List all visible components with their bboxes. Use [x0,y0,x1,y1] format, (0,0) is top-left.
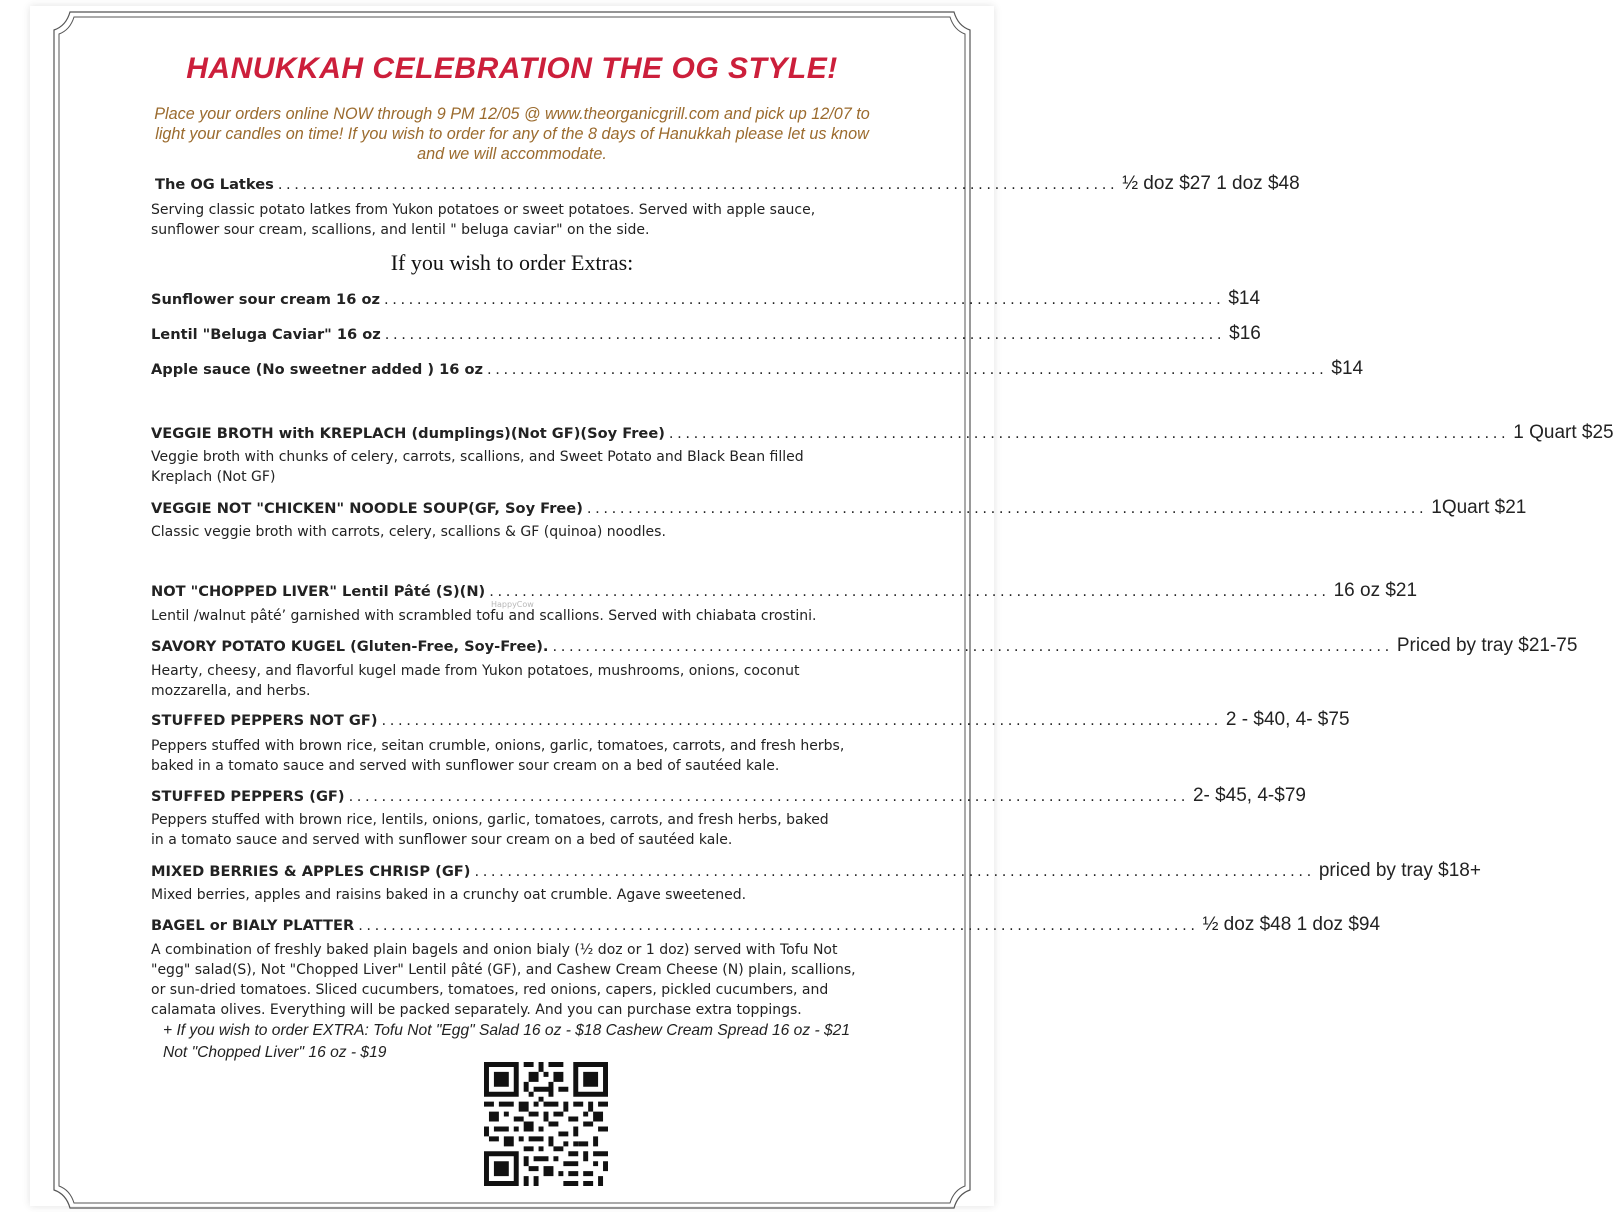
item-price: 1 Quart $25 [1513,422,1614,443]
item-name: The OG Latkes [155,176,274,193]
dot-leader: ...................................................................................................... [552,638,1393,655]
qr-code-icon[interactable] [484,1062,608,1186]
item-name: BAGEL or BIALY PLATTER [151,917,355,934]
dot-leader: ...................................................................................................... [474,863,1315,880]
dot-leader: ...................................................................................................... [348,788,1189,805]
item-price: $14 [1331,358,1364,379]
intro-text: Place your orders online NOW through 9 PM 12/05 @ www.theorganicgrill.com and pick up 12/07 to light your candles on time! If you wish to order for any of the 8 days of Hanukkah please let us know and we will accommodate. [154,105,870,163]
extra-item [151,288,1261,310]
menu-item [151,914,1381,936]
menu-item [151,497,1527,519]
dot-leader: ...................................................................................................... [358,917,1199,934]
item-description: Classic veggie broth with carrots, celery, scallions & GF (quinoa) noodles. [151,524,666,540]
dot-leader: ...................................................................................................... [383,291,1225,308]
item-price: priced by tray $18+ [1318,860,1481,881]
item-name: STUFFED PEPPERS NOT GF) [151,712,378,729]
item-name: Lentil "Beluga Caviar" 16 oz [151,326,381,343]
item-description: Hearty, cheesy, and flavorful kugel made from Yukon potatoes, mushrooms, onions, coconut mozzarella, and herbs. [151,663,800,699]
menu-item [151,422,1614,444]
watermark-text: HappyCow [491,600,534,609]
menu-item [151,860,1481,882]
item-name: SAVORY POTATO KUGEL (Gluten-Free, Soy-Free). [151,638,549,655]
item-price: 1Quart $21 [1431,497,1527,518]
dot-leader: ...................................................................................................... [381,712,1222,729]
dot-leader: ...................................................................................................... [489,583,1330,600]
item-price: ½ doz $27 1 doz $48 [1122,173,1300,194]
page-title: HANUKKAH CELEBRATION THE OG STYLE! [186,52,838,85]
item-description: Peppers stuffed with brown rice, seitan crumble, onions, garlic, tomatoes, carrots, and fresh herbs, baked in a tomato sauce and served with sunflower sour cream on a bed of sautéed kale. [151,738,845,774]
item-name: VEGGIE NOT "CHICKEN" NOODLE SOUP(GF, Soy Free) [151,500,583,517]
item-price: $16 [1229,323,1261,344]
item-price: 2- $45, 4-$79 [1192,785,1306,806]
item-name: Apple sauce (No sweetner added ) 16 oz [151,361,484,378]
item-price: Priced by tray $21-75 [1396,635,1578,656]
menu-item [151,580,1418,602]
dot-leader: ...................................................................................................... [277,176,1119,193]
extras-heading: If you wish to order Extras: [390,250,634,275]
item-description: Veggie broth with chunks of celery, carrots, scallions, and Sweet Potato and Black Bean filled Kreplach (Not GF) [151,449,804,485]
item-name: MIXED BERRIES & APPLES CHRISP (GF) [151,863,471,880]
item-price: $14 [1228,288,1261,309]
dot-leader: ...................................................................................................... [384,326,1226,343]
menu-item [151,785,1306,807]
dot-leader: ...................................................................................................... [586,500,1428,517]
item-description: Serving classic potato latkes from Yukon potatoes or sweet potatoes. Served with apple sauce, sunflower sour cream, scallions, and lentil " beluga caviar" on the side. [151,202,816,238]
item-description: Mixed berries, apples and raisins baked in a crunchy oat crumble. Agave sweetened. [151,887,747,903]
item-description: A combination of freshly baked plain bagels and onion bialy (½ doz or 1 doz) served with Tofu Not "egg" salad(S), Not "Chopped Liver" Lentil pâté (GF), and Cashew Cream Cheese (N) plain, scallions, or sun-dried tomatoes. Sliced cucumbers, tomatoes, red onions, capers, pickled cucumbers, and calamata olives. Everything will be packed separately. And you can purchase extra toppings. [151,942,856,1018]
item-name: STUFFED PEPPERS (GF) [151,788,345,805]
item-price: 2 - $40, 4- $75 [1225,709,1350,730]
menu-item [151,709,1350,731]
dot-leader: ...................................................................................................... [487,361,1328,378]
menu-item [151,635,1578,657]
item-name: NOT "CHOPPED LIVER" Lentil Pâté (S)(N) [151,583,486,600]
extra-item [151,323,1261,345]
item-name: VEGGIE BROTH with KREPLACH (dumplings)(Not GF)(Soy Free) [151,425,665,442]
menu-item-latkes [155,173,1300,195]
item-description: Peppers stuffed with brown rice, lentils, onions, garlic, tomatoes, carrots, and fresh herbs, baked in a tomato sauce and served with sunflower sour cream on a bed of sautéed kale. [151,812,829,848]
item-price: 16 oz $21 [1333,580,1418,601]
item-price: ½ doz $48 1 doz $94 [1202,914,1381,935]
extra-toppings-note: + If you wish to order EXTRA: Tofu Not "Egg" Salad 16 oz - $18 Cashew Cream Spread 16 oz - $21 Not "Chopped Liver" 16 oz - $19 [163,1022,851,1061]
item-name: Sunflower sour cream 16 oz [151,291,380,308]
dot-leader: ...................................................................................................... [668,425,1510,442]
item-description: Lentil /walnut pâté’ garnished with scrambled tofu and scallions. Served with chiabata crostini. [151,608,817,624]
extra-item [151,358,1364,380]
